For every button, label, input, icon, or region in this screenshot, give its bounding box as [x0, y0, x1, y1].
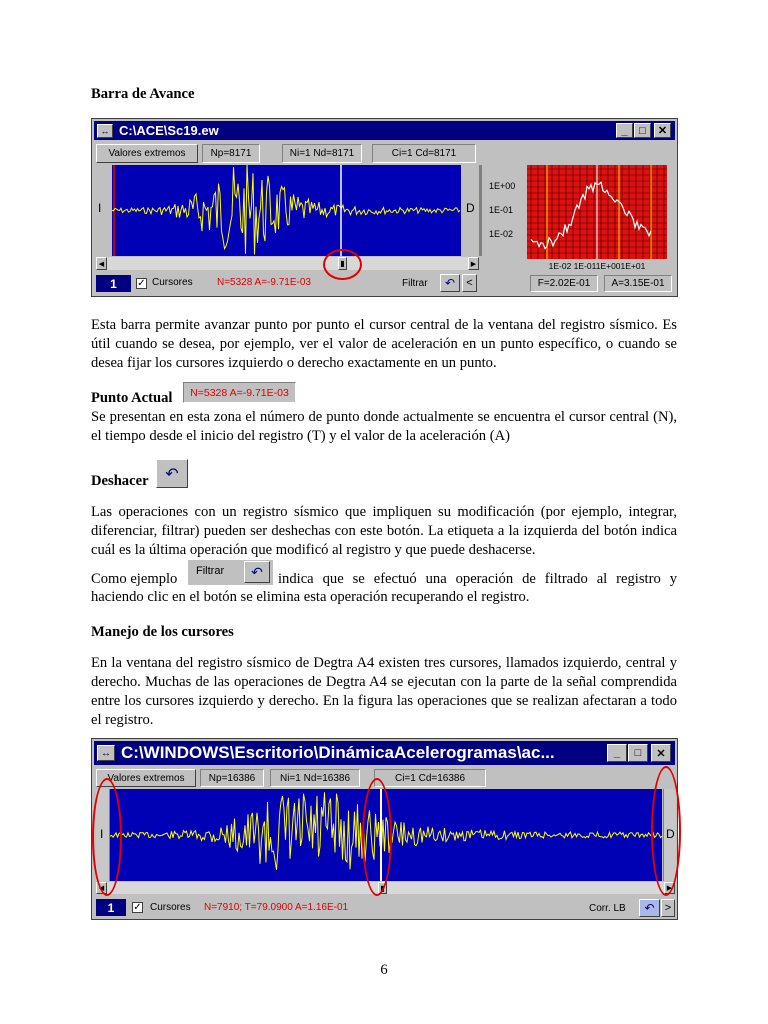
heading-punto-actual: Punto Actual	[91, 390, 173, 406]
undo-icon: ↶	[444, 276, 456, 290]
scroll-right-icon[interactable]: ▶	[664, 882, 675, 894]
example-suffix: indica que se efectuó una operación de filtrado al registro y	[278, 571, 677, 587]
counter-box[interactable]: 1	[96, 275, 131, 292]
paragraph-manejo-cursores: En la ventana del registro sísmico de Degtra A4 existen tres cursores, llamados izquierdo, central y derecho. Muchas de las operaciones de Degtra A4 se ejecutan con la parte de la señal comprendida entre los cursores izquierdo y derecho. En la figura las operaciones que se realizan afectaran a todo el registro.	[91, 655, 677, 728]
example-line-2: haciendo clic en el botón se elimina esta operación recuperando el registro.	[91, 589, 530, 605]
amplitude-readout: A=3.15E-01	[604, 275, 672, 292]
scroll-thumb[interactable]: ▮	[378, 882, 387, 894]
close-icon[interactable]: ✕	[651, 744, 671, 762]
left-cursor-label[interactable]: I	[98, 201, 102, 215]
window-2-titlebar[interactable]	[94, 741, 675, 765]
heading-manejo-cursores: Manejo de los cursores	[91, 624, 234, 640]
spectrum-plot[interactable]	[527, 165, 667, 259]
progress-scrollbar[interactable]	[96, 257, 479, 270]
maximize-icon[interactable]: □	[634, 123, 651, 138]
ni-nd-readout: Ni=1 Nd=8171	[282, 144, 362, 163]
scroll-left-icon[interactable]: ◀	[96, 882, 107, 894]
scroll-right-icon[interactable]: ▶	[468, 257, 479, 270]
highlight-circle-thumb	[323, 249, 362, 280]
valores-extremos-button[interactable]: Valores extremos	[96, 769, 196, 787]
window-1-titlebar[interactable]	[94, 121, 675, 140]
app-icon[interactable]: ↔	[97, 745, 115, 761]
undo-button-sample-2	[244, 561, 270, 583]
undo-button[interactable]	[440, 274, 460, 292]
degtra-window-1	[91, 118, 678, 297]
np-readout: Np=8171	[202, 144, 260, 163]
example-prefix: Como ejemplo	[91, 571, 178, 587]
filter-label-sample: Filtrar	[196, 565, 225, 577]
close-icon[interactable]: ✕	[654, 123, 671, 138]
collapse-button[interactable]	[462, 274, 477, 292]
highlight-ellipse-right-cursor	[651, 766, 681, 896]
highlight-ellipse-center-cursor	[362, 778, 392, 896]
ci-cd-readout: Ci=1 Cd=16386	[374, 769, 486, 787]
undo-button[interactable]	[639, 899, 660, 917]
undo-icon: ↶	[644, 901, 655, 915]
signal-plot-1[interactable]	[112, 165, 461, 256]
paragraph-punto-actual: Se presentan en esta zona el número de punto donde actualmente se encuentra el cursor central (N), el tiempo desde el inicio del registro (T) y el valor de la aceleración (A)	[91, 409, 677, 444]
paragraph-deshacer: Las operaciones con un registro sísmico que impliquen su modificación (por ejemplo, integrar, diferenciar, filtrar) pueden ser deshechas con este botón. La etiqueta a la izquierda del botón indica cuál es la última operación que modificó al registro y que puede deshacerse.	[91, 504, 677, 558]
app-icon[interactable]: ↔	[97, 124, 113, 138]
right-cursor-label[interactable]: D	[466, 201, 475, 215]
point-readout-sample: N=5328 A=-9.71E-03	[183, 382, 296, 403]
heading-barra-de-avance: Barra de Avance	[91, 86, 195, 102]
x-ticks: 1E-02 1E-011E+001E+01	[548, 261, 646, 271]
chevron-right-icon: >	[664, 902, 672, 914]
right-cursor-label[interactable]: D	[666, 827, 675, 841]
expand-button[interactable]	[661, 899, 675, 917]
scroll-thumb[interactable]: ▮	[338, 257, 347, 270]
minimize-icon[interactable]: _	[607, 744, 627, 762]
chevron-left-icon: <	[466, 277, 473, 289]
y-tick-3: 1E-02	[489, 229, 514, 239]
cursors-checkbox[interactable]: ✓	[133, 902, 142, 913]
ci-cd-readout: Ci=1 Cd=8171	[372, 144, 476, 163]
right-margin-bar	[479, 165, 482, 256]
paragraph-barra-de-avance: Esta barra permite avanzar punto por punto el cursor central de la ventana del registro sísmico. Es útil cuando se desea, por ejemplo, ver el valor de aceleración en un punto específico, o cuando se desea fijar los cursores izquierdo o derecho exactamente en un punto.	[91, 317, 677, 371]
left-cursor-label[interactable]: I	[100, 827, 104, 841]
cursors-label: Cursores	[152, 277, 193, 288]
undo-icon: ↶	[251, 563, 263, 580]
cursors-label: Cursores	[150, 902, 191, 913]
point-readout: N=5328 A=-9.71E-03	[217, 277, 311, 288]
undo-icon: ↶	[165, 465, 179, 483]
counter-box[interactable]: 1	[96, 899, 126, 916]
valores-extremos-button[interactable]: Valores extremos	[96, 144, 198, 163]
np-readout: Np=16386	[200, 769, 264, 787]
ni-nd-readout: Ni=1 Nd=16386	[270, 769, 360, 787]
heading-deshacer: Deshacer	[91, 473, 149, 489]
page-number: 6	[380, 962, 388, 978]
frequency-readout: F=2.02E-01	[530, 275, 598, 292]
cursors-checkbox[interactable]: ✓	[137, 278, 146, 289]
scroll-left-icon[interactable]: ◀	[96, 257, 107, 270]
undo-button-sample	[156, 459, 188, 488]
window-1-title: C:\ACE\Sc19.ew	[119, 123, 219, 138]
maximize-icon[interactable]: □	[628, 744, 648, 762]
last-operation-label: Corr. LB	[589, 903, 626, 914]
window-2-title: C:\WINDOWS\Escritorio\DinámicaAcelerogramas\ac...	[121, 743, 555, 762]
last-operation-label: Filtrar	[402, 278, 428, 289]
y-tick-1: 1E+00	[489, 181, 516, 191]
minimize-icon[interactable]: _	[616, 123, 633, 138]
filter-undo-sample	[188, 560, 273, 585]
y-tick-2: 1E-01	[489, 205, 514, 215]
highlight-ellipse-left-cursor	[92, 778, 122, 896]
point-readout: N=7910; T=79.0900 A=1.16E-01	[204, 902, 349, 913]
